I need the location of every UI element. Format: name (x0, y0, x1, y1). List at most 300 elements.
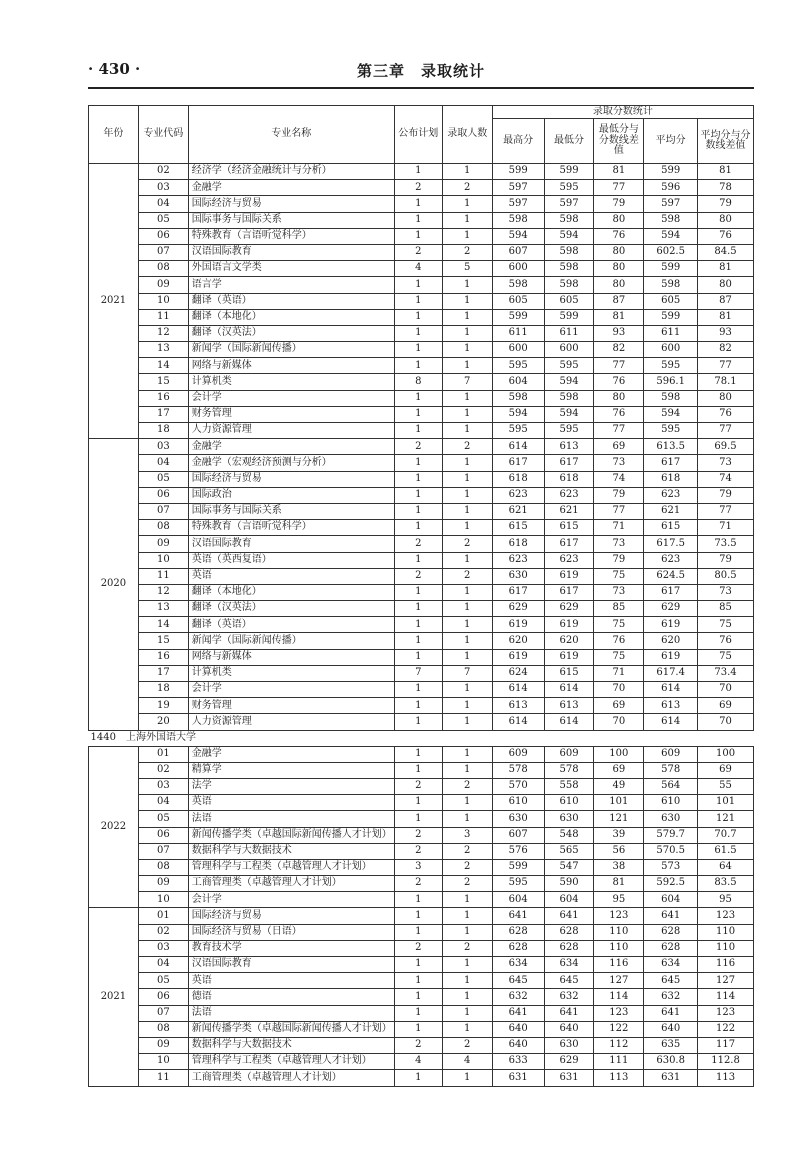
avg_diff-cell: 80 (698, 390, 754, 406)
max-cell: 628 (492, 924, 544, 940)
plan-cell: 1 (394, 455, 442, 471)
plan-cell: 1 (394, 617, 442, 633)
code-cell: 10 (138, 892, 188, 908)
name-cell: 英语 (188, 795, 394, 811)
min_diff-cell: 71 (594, 520, 644, 536)
min_diff-cell: 111 (594, 1054, 644, 1070)
min-cell: 609 (544, 746, 594, 762)
table-row (89, 682, 754, 698)
code-cell: 04 (138, 455, 188, 471)
avg-cell: 632 (644, 989, 698, 1005)
max-cell: 611 (492, 325, 544, 341)
min_diff-cell: 100 (594, 746, 644, 762)
avg_diff-cell: 81 (698, 164, 754, 180)
avg_diff-cell: 80 (698, 212, 754, 228)
avg_diff-cell: 87 (698, 293, 754, 309)
plan-cell: 2 (394, 827, 442, 843)
min-cell: 630 (544, 811, 594, 827)
avg-cell: 630.8 (644, 1054, 698, 1070)
min_diff-cell: 77 (594, 358, 644, 374)
school-name: 1440 上海外国语大学 (89, 730, 754, 746)
table-row (89, 601, 754, 617)
admitted-cell: 1 (442, 552, 492, 568)
admitted-cell: 1 (442, 325, 492, 341)
avg_diff-cell: 69 (698, 698, 754, 714)
min_diff-cell: 79 (594, 196, 644, 212)
avg_diff-cell: 79 (698, 487, 754, 503)
table-row (89, 503, 754, 519)
min_diff-cell: 38 (594, 859, 644, 875)
admission-statistics-table (88, 105, 754, 1087)
name-cell: 德语 (188, 989, 394, 1005)
plan-cell: 1 (394, 406, 442, 422)
admitted-cell: 1 (442, 698, 492, 714)
min-cell: 610 (544, 795, 594, 811)
admitted-cell: 1 (442, 358, 492, 374)
code-cell: 04 (138, 795, 188, 811)
avg_diff-cell: 101 (698, 795, 754, 811)
code-cell: 10 (138, 1054, 188, 1070)
name-cell: 特殊教育（言语听觉科学） (188, 228, 394, 244)
name-cell: 国际经济与贸易 (188, 471, 394, 487)
name-cell: 网络与新媒体 (188, 358, 394, 374)
avg-cell: 597 (644, 196, 698, 212)
name-cell: 汉语国际教育 (188, 244, 394, 260)
min_diff-cell: 114 (594, 989, 644, 1005)
admitted-cell: 1 (442, 1021, 492, 1037)
avg_diff-cell: 79 (698, 196, 754, 212)
avg_diff-cell: 78.1 (698, 374, 754, 390)
plan-cell: 1 (394, 1005, 442, 1021)
min_diff-cell: 75 (594, 617, 644, 633)
name-cell: 英语 (188, 568, 394, 584)
avg-cell: 623 (644, 487, 698, 503)
avg-cell: 595 (644, 358, 698, 374)
min-cell: 578 (544, 762, 594, 778)
plan-cell: 2 (394, 536, 442, 552)
avg-cell: 615 (644, 520, 698, 536)
name-cell: 数据科学与大数据技术 (188, 1037, 394, 1053)
table-row (89, 293, 754, 309)
min-cell: 617 (544, 536, 594, 552)
plan-cell: 1 (394, 811, 442, 827)
min-cell: 641 (544, 1005, 594, 1021)
max-cell: 598 (492, 212, 544, 228)
avg_diff-cell: 75 (698, 617, 754, 633)
code-cell: 02 (138, 762, 188, 778)
avg-cell: 645 (644, 973, 698, 989)
avg_diff-cell: 74 (698, 471, 754, 487)
admitted-cell: 1 (442, 228, 492, 244)
code-cell: 01 (138, 746, 188, 762)
name-cell: 特殊教育（言语听觉科学） (188, 520, 394, 536)
name-cell: 计算机类 (188, 374, 394, 390)
avg-cell: 595 (644, 423, 698, 439)
chapter-title: 第三章 录取统计 (356, 62, 485, 80)
table-row (89, 973, 754, 989)
avg_diff-cell: 64 (698, 859, 754, 875)
min-cell: 558 (544, 778, 594, 794)
table-row (89, 778, 754, 794)
avg_diff-cell: 80 (698, 277, 754, 293)
table-row (89, 487, 754, 503)
code-cell: 09 (138, 876, 188, 892)
avg_diff-cell: 95 (698, 892, 754, 908)
code-cell: 06 (138, 989, 188, 1005)
max-cell: 623 (492, 487, 544, 503)
avg-cell: 599 (644, 261, 698, 277)
min-cell: 629 (544, 601, 594, 617)
table-row (89, 1070, 754, 1086)
table-row (89, 406, 754, 422)
code-cell: 18 (138, 682, 188, 698)
plan-cell: 2 (394, 876, 442, 892)
name-cell: 汉语国际教育 (188, 536, 394, 552)
avg_diff-cell: 123 (698, 1005, 754, 1021)
max-cell: 610 (492, 795, 544, 811)
min-cell: 547 (544, 859, 594, 875)
code-cell: 16 (138, 649, 188, 665)
code-cell: 12 (138, 584, 188, 600)
code-header: 专业代码 (138, 106, 188, 164)
avg_diff-cell: 114 (698, 989, 754, 1005)
min-cell: 619 (544, 568, 594, 584)
plan-cell: 1 (394, 212, 442, 228)
avg-cell: 592.5 (644, 876, 698, 892)
name-cell: 翻译（本地化） (188, 584, 394, 600)
min-cell: 600 (544, 342, 594, 358)
admitted-cell: 1 (442, 957, 492, 973)
page-number: · 430 · (88, 60, 141, 78)
avg_diff-cell: 112.8 (698, 1054, 754, 1070)
name-cell: 国际事务与国际关系 (188, 503, 394, 519)
min_diff-cell: 110 (594, 940, 644, 956)
plan-cell: 1 (394, 503, 442, 519)
min_diff-cell: 93 (594, 325, 644, 341)
min-cell: 634 (544, 957, 594, 973)
table-row (89, 439, 754, 455)
min-cell: 632 (544, 989, 594, 1005)
avg-cell: 628 (644, 924, 698, 940)
min_diff-cell: 81 (594, 876, 644, 892)
name-cell: 国际经济与贸易 (188, 908, 394, 924)
avg_diff-cell: 100 (698, 746, 754, 762)
table-row (89, 244, 754, 260)
code-cell: 08 (138, 859, 188, 875)
max-cell: 641 (492, 908, 544, 924)
avg-cell: 598 (644, 277, 698, 293)
code-cell: 13 (138, 601, 188, 617)
min_diff-cell: 75 (594, 649, 644, 665)
min-cell: 617 (544, 455, 594, 471)
max-cell: 594 (492, 228, 544, 244)
admitted-cell: 1 (442, 795, 492, 811)
avg_diff-cell: 127 (698, 973, 754, 989)
avg_diff-cell: 116 (698, 957, 754, 973)
max-cell: 617 (492, 584, 544, 600)
name-cell: 新闻学（国际新闻传播） (188, 633, 394, 649)
avg-cell: 630 (644, 811, 698, 827)
code-cell: 12 (138, 325, 188, 341)
name-cell: 新闻传播学类（卓越国际新闻传播人才计划） (188, 1021, 394, 1037)
table-row (89, 568, 754, 584)
admitted-cell: 1 (442, 455, 492, 471)
max-cell: 614 (492, 439, 544, 455)
admitted-cell: 1 (442, 762, 492, 778)
min-cell: 623 (544, 552, 594, 568)
name-cell: 翻译（汉英法） (188, 325, 394, 341)
table-row (89, 1037, 754, 1053)
admitted-cell: 1 (442, 487, 492, 503)
max-cell: 607 (492, 827, 544, 843)
table-row (89, 698, 754, 714)
avg-cell: 614 (644, 714, 698, 730)
avg-cell: 618 (644, 471, 698, 487)
code-cell: 08 (138, 261, 188, 277)
avg-cell: 621 (644, 503, 698, 519)
code-cell: 05 (138, 471, 188, 487)
table-row (89, 989, 754, 1005)
code-cell: 05 (138, 212, 188, 228)
avg_diff-cell: 73 (698, 584, 754, 600)
table-row (89, 536, 754, 552)
avg-cell: 613 (644, 698, 698, 714)
avg_diff-cell: 80.5 (698, 568, 754, 584)
admitted-header: 录取人数 (442, 106, 492, 164)
table-row (89, 261, 754, 277)
name-cell: 管理科学与工程类（卓越管理人才计划） (188, 859, 394, 875)
avg_diff-cell: 117 (698, 1037, 754, 1053)
avg-cell: 594 (644, 228, 698, 244)
table-row (89, 277, 754, 293)
table-row (89, 309, 754, 325)
avg-cell: 596.1 (644, 374, 698, 390)
admitted-cell: 1 (442, 601, 492, 617)
avg-cell: 604 (644, 892, 698, 908)
admitted-cell: 2 (442, 1037, 492, 1053)
min_diff-cell: 76 (594, 374, 644, 390)
table-row (89, 423, 754, 439)
code-cell: 06 (138, 827, 188, 843)
table-row (89, 908, 754, 924)
avg-cell: 573 (644, 859, 698, 875)
max-cell: 576 (492, 843, 544, 859)
max-cell: 595 (492, 876, 544, 892)
avg-cell: 624.5 (644, 568, 698, 584)
avg_diff-cell: 84.5 (698, 244, 754, 260)
plan-cell: 1 (394, 924, 442, 940)
min-cell: 613 (544, 439, 594, 455)
code-cell: 06 (138, 228, 188, 244)
table-row (89, 164, 754, 180)
code-cell: 06 (138, 487, 188, 503)
min_diff-cell: 81 (594, 164, 644, 180)
max-cell: 570 (492, 778, 544, 794)
year-cell: 2021 (89, 908, 139, 1086)
table-row (89, 665, 754, 681)
code-cell: 19 (138, 698, 188, 714)
avg_diff-cell: 79 (698, 552, 754, 568)
min-cell: 595 (544, 180, 594, 196)
min_diff-cell: 110 (594, 924, 644, 940)
avg_diff-cell: 122 (698, 1021, 754, 1037)
avg_diff-cell: 82 (698, 342, 754, 358)
table-row (89, 859, 754, 875)
table-row (89, 714, 754, 730)
max-cell: 619 (492, 617, 544, 633)
min_diff-cell: 49 (594, 778, 644, 794)
min_diff-cell: 95 (594, 892, 644, 908)
admitted-cell: 5 (442, 261, 492, 277)
avg-cell: 635 (644, 1037, 698, 1053)
table-row (89, 892, 754, 908)
min-cell: 615 (544, 665, 594, 681)
min_diff-cell: 76 (594, 633, 644, 649)
max-cell: 578 (492, 762, 544, 778)
code-cell: 15 (138, 633, 188, 649)
plan-cell: 1 (394, 423, 442, 439)
plan-cell: 1 (394, 714, 442, 730)
plan-cell: 1 (394, 1021, 442, 1037)
min_diff-cell: 80 (594, 261, 644, 277)
table-row (89, 876, 754, 892)
min-diff-header: 最低分与分数线差值 (594, 119, 644, 164)
min-cell: 565 (544, 843, 594, 859)
max-cell: 604 (492, 892, 544, 908)
max-cell: 609 (492, 746, 544, 762)
min_diff-cell: 77 (594, 180, 644, 196)
plan-cell: 1 (394, 309, 442, 325)
table-row (89, 1005, 754, 1021)
min_diff-cell: 77 (594, 503, 644, 519)
min_diff-cell: 69 (594, 698, 644, 714)
avg_diff-cell: 70 (698, 682, 754, 698)
plan-cell: 1 (394, 908, 442, 924)
min-cell: 597 (544, 196, 594, 212)
avg_diff-cell: 110 (698, 940, 754, 956)
plan-cell: 8 (394, 374, 442, 390)
plan-cell: 1 (394, 892, 442, 908)
max-cell: 613 (492, 698, 544, 714)
plan-cell: 1 (394, 795, 442, 811)
avg-cell: 605 (644, 293, 698, 309)
avg_diff-cell: 73 (698, 455, 754, 471)
admitted-cell: 2 (442, 940, 492, 956)
admitted-cell: 1 (442, 746, 492, 762)
plan-cell: 2 (394, 1037, 442, 1053)
admitted-cell: 2 (442, 876, 492, 892)
plan-cell: 2 (394, 180, 442, 196)
max-cell: 600 (492, 261, 544, 277)
min_diff-cell: 127 (594, 973, 644, 989)
avg-cell: 619 (644, 617, 698, 633)
avg-cell: 611 (644, 325, 698, 341)
code-cell: 03 (138, 940, 188, 956)
name-cell: 汉语国际教育 (188, 957, 394, 973)
score-group-header: 录取分数统计 (492, 106, 753, 119)
avg_diff-cell: 69 (698, 762, 754, 778)
table-row (89, 940, 754, 956)
avg-cell: 641 (644, 908, 698, 924)
code-cell: 07 (138, 1005, 188, 1021)
max-cell: 600 (492, 342, 544, 358)
min-cell: 615 (544, 520, 594, 536)
code-cell: 10 (138, 552, 188, 568)
min-cell: 640 (544, 1021, 594, 1037)
table-row (89, 762, 754, 778)
plan-cell: 1 (394, 471, 442, 487)
avg_diff-cell: 81 (698, 309, 754, 325)
admitted-cell: 1 (442, 892, 492, 908)
code-cell: 09 (138, 277, 188, 293)
avg-cell: 641 (644, 1005, 698, 1021)
max-cell: 623 (492, 552, 544, 568)
name-cell: 国际经济与贸易 (188, 196, 394, 212)
max-cell: 628 (492, 940, 544, 956)
code-cell: 10 (138, 293, 188, 309)
avg-cell: 617.5 (644, 536, 698, 552)
admitted-cell: 1 (442, 423, 492, 439)
name-cell: 计算机类 (188, 665, 394, 681)
avg-cell: 628 (644, 940, 698, 956)
admitted-cell: 2 (442, 536, 492, 552)
admitted-cell: 1 (442, 973, 492, 989)
name-cell: 人力资源管理 (188, 714, 394, 730)
min_diff-cell: 116 (594, 957, 644, 973)
plan-cell: 1 (394, 1070, 442, 1086)
plan-cell: 1 (394, 973, 442, 989)
table-row (89, 520, 754, 536)
min-cell: 614 (544, 714, 594, 730)
code-cell: 03 (138, 439, 188, 455)
avg-cell: 640 (644, 1021, 698, 1037)
name-cell: 会计学 (188, 390, 394, 406)
name-cell: 经济学（经济金融统计与分析） (188, 164, 394, 180)
name-cell: 人力资源管理 (188, 423, 394, 439)
min-cell: 621 (544, 503, 594, 519)
min_diff-cell: 74 (594, 471, 644, 487)
plan-cell: 7 (394, 665, 442, 681)
max-cell: 598 (492, 390, 544, 406)
max-cell: 621 (492, 503, 544, 519)
max-cell: 640 (492, 1021, 544, 1037)
table-row (89, 374, 754, 390)
max-cell: 618 (492, 471, 544, 487)
plan-cell: 1 (394, 228, 442, 244)
code-cell: 05 (138, 811, 188, 827)
min-cell: 598 (544, 244, 594, 260)
max-cell: 618 (492, 536, 544, 552)
max-cell: 594 (492, 406, 544, 422)
avg_diff-cell: 121 (698, 811, 754, 827)
admitted-cell: 1 (442, 277, 492, 293)
table-row (89, 811, 754, 827)
avg-cell: 614 (644, 682, 698, 698)
min_diff-cell: 56 (594, 843, 644, 859)
code-cell: 17 (138, 665, 188, 681)
admitted-cell: 1 (442, 293, 492, 309)
table-row (89, 1021, 754, 1037)
table-row (89, 325, 754, 341)
name-cell: 法学 (188, 778, 394, 794)
page-header (88, 60, 754, 86)
name-header: 专业名称 (188, 106, 394, 164)
code-cell: 17 (138, 406, 188, 422)
min-cell: 598 (544, 277, 594, 293)
admitted-cell: 1 (442, 649, 492, 665)
avg-cell: 570.5 (644, 843, 698, 859)
avg-cell: 617 (644, 584, 698, 600)
